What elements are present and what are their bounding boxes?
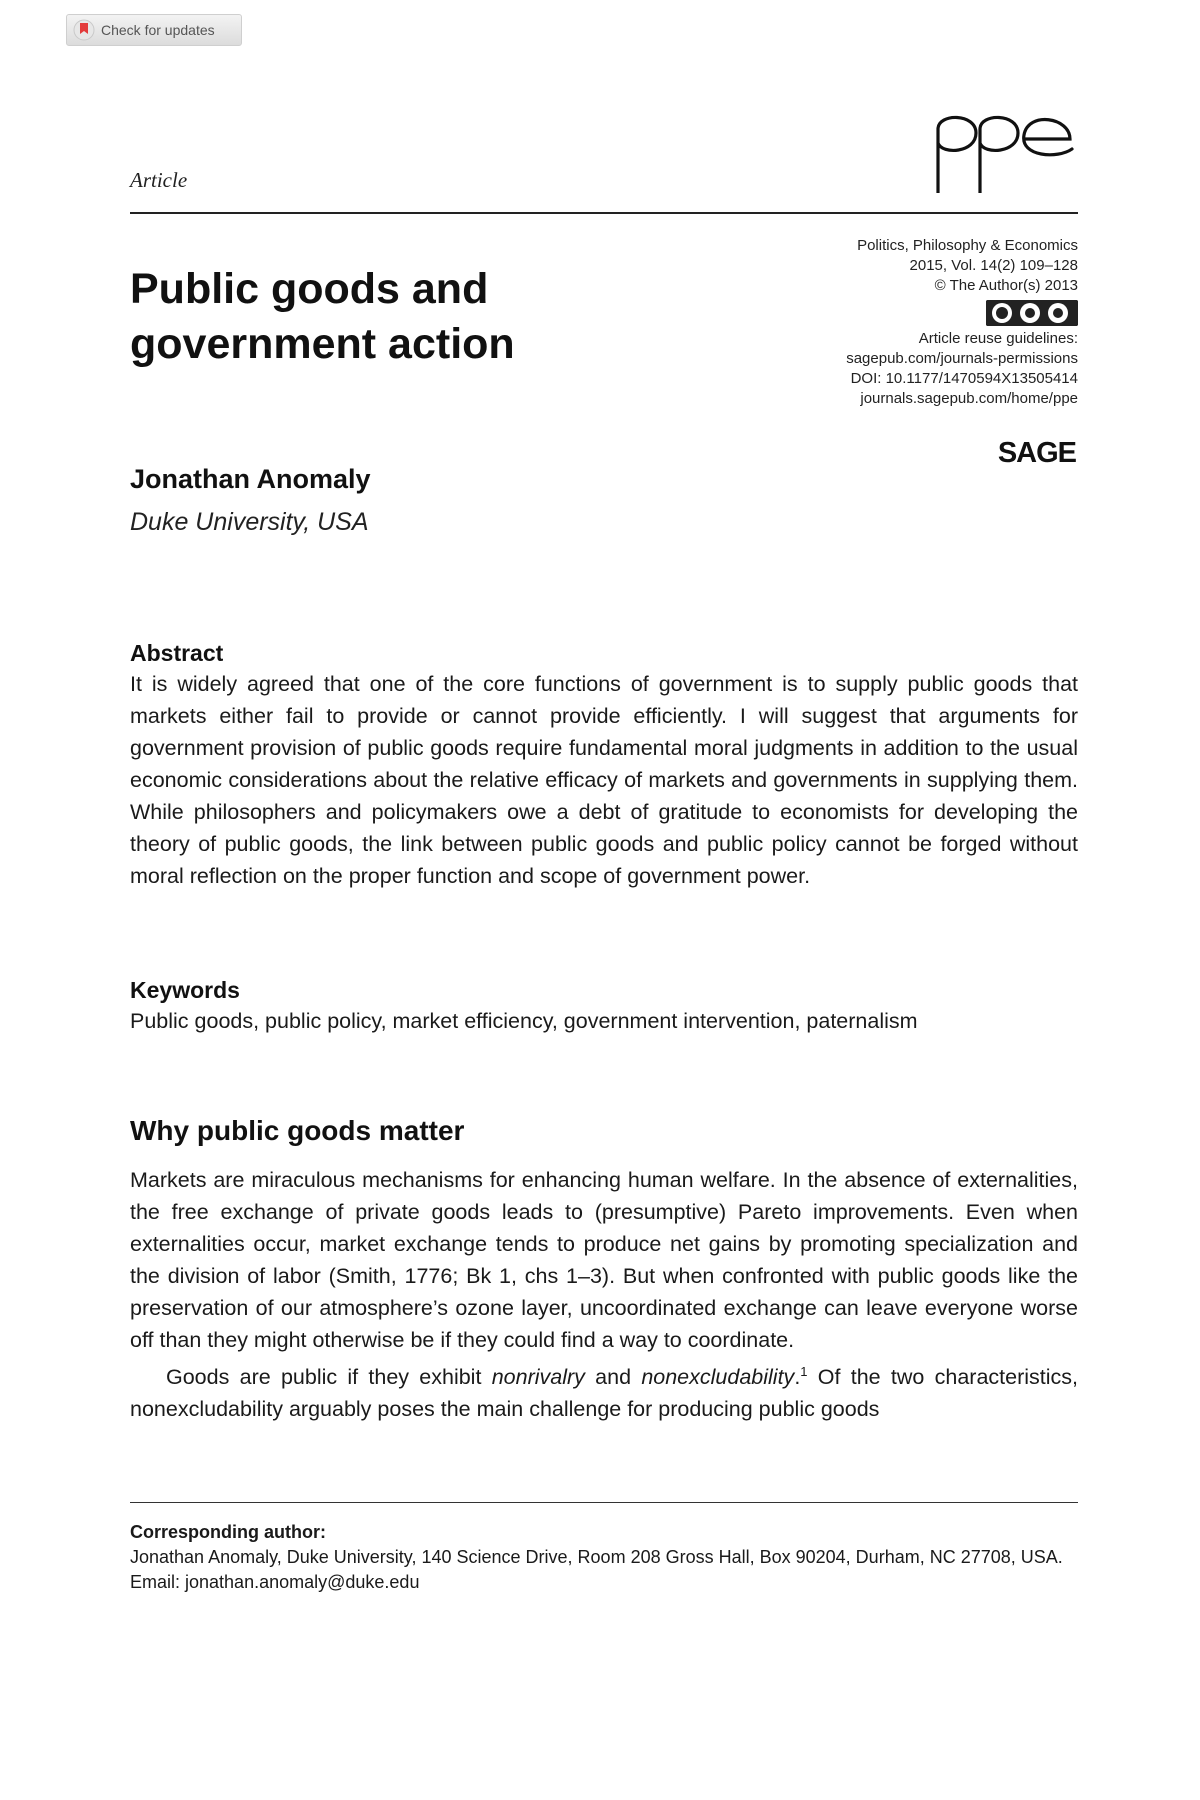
svg-text:SAGE: SAGE (997, 437, 1076, 467)
corresponding-author-heading: Corresponding author: (130, 1522, 326, 1542)
footnote-rule (130, 1502, 1078, 1503)
crossmark-icon (73, 19, 95, 41)
corresponding-author-block (130, 1520, 1078, 1595)
body-section (130, 1116, 1078, 1425)
author-affiliation: Duke University, USA (130, 508, 369, 536)
body-paragraph-1: Markets are miraculous mechanisms for enhancing human welfare. In the absence of externalities, the free exchange of private goods leads to (presumptive) Pareto improvements. Even when externalities occur, market exchange tends to produce net gains by promoting specialization and the division of labor (Smith, 1776; Bk 1, chs 1–3). But when confronted with public goods like the preservation of our atmosphere’s ozone layer, uncoordinated exchange can leave everyone worse off than they might otherwise be if they could find a way to coordinate. (130, 1168, 1078, 1352)
ppe-journal-logo (928, 105, 1076, 193)
article-type-label: Article (130, 168, 188, 192)
copyright-line: © The Author(s) 2013 (934, 277, 1078, 294)
author-name: Jonathan Anomaly (130, 464, 371, 494)
sage-publisher-logo (968, 435, 1078, 467)
header-rule (130, 212, 1078, 214)
creative-commons-badge (986, 300, 1078, 326)
journal-name: Politics, Philosophy & Economics (857, 237, 1078, 254)
section-heading: Why public goods matter (130, 1115, 465, 1146)
doi-line[interactable]: DOI: 10.1177/1470594X13505414 (850, 370, 1078, 387)
footnote-ref[interactable]: 1 (800, 1364, 808, 1379)
reuse-guidelines-label: Article reuse guidelines: (918, 330, 1078, 347)
body-paragraph-2: Goods are public if they exhibit nonrivalry and nonexcludability.$^1$ Of the two characteristics, nonexcludability arguably poses the main challenge for producing public goods (130, 1364, 1078, 1422)
title-line-1: Public goods and (130, 265, 489, 313)
journal-homepage-link[interactable]: journals.sagepub.com/home/ppe (860, 390, 1078, 407)
corresponding-author-address: Jonathan Anomaly, Duke University, 140 Science Drive, Room 208 Gross Hall, Box 90204, Durham, NC 27708, USA. (130, 1547, 1063, 1567)
keywords-heading: Keywords (130, 977, 240, 1003)
abstract-heading: Abstract (130, 640, 224, 666)
check-for-updates-label: Check for updates (101, 22, 215, 38)
permissions-link[interactable]: sagepub.com/journals-permissions (846, 350, 1078, 367)
corresponding-author-email[interactable]: Email: jonathan.anomaly@duke.edu (130, 1572, 420, 1592)
term-nonrivalry: nonrivalry (491, 1365, 585, 1390)
term-nonexcludability: nonexcludability (641, 1365, 795, 1390)
journal-volume: 2015, Vol. 14(2) 109–128 (909, 257, 1078, 274)
abstract-section (130, 638, 1078, 892)
abstract-text: It is widely agreed that one of the core functions of government is to supply public goods that markets either fail to provide or cannot provide efficiently. I will suggest that arguments for government provision of public goods require fundamental moral judgments in addition to the usual economic considerations about the relative efficacy of markets and governments in supplying them. While philosophers and policymakers owe a debt of gratitude to economists for developing the theory of public goods, the link between public goods and public policy cannot be forged without moral reflection on the proper function and scope of government power. (130, 672, 1078, 888)
keywords-section (130, 975, 1078, 1037)
title-line-2: government action (130, 320, 515, 368)
journal-metadata (846, 236, 1078, 409)
article-title (130, 262, 690, 372)
check-for-updates-button[interactable] (66, 14, 242, 46)
keywords-text: Public goods, public policy, market efficiency, government intervention, paternalism (130, 1009, 918, 1033)
